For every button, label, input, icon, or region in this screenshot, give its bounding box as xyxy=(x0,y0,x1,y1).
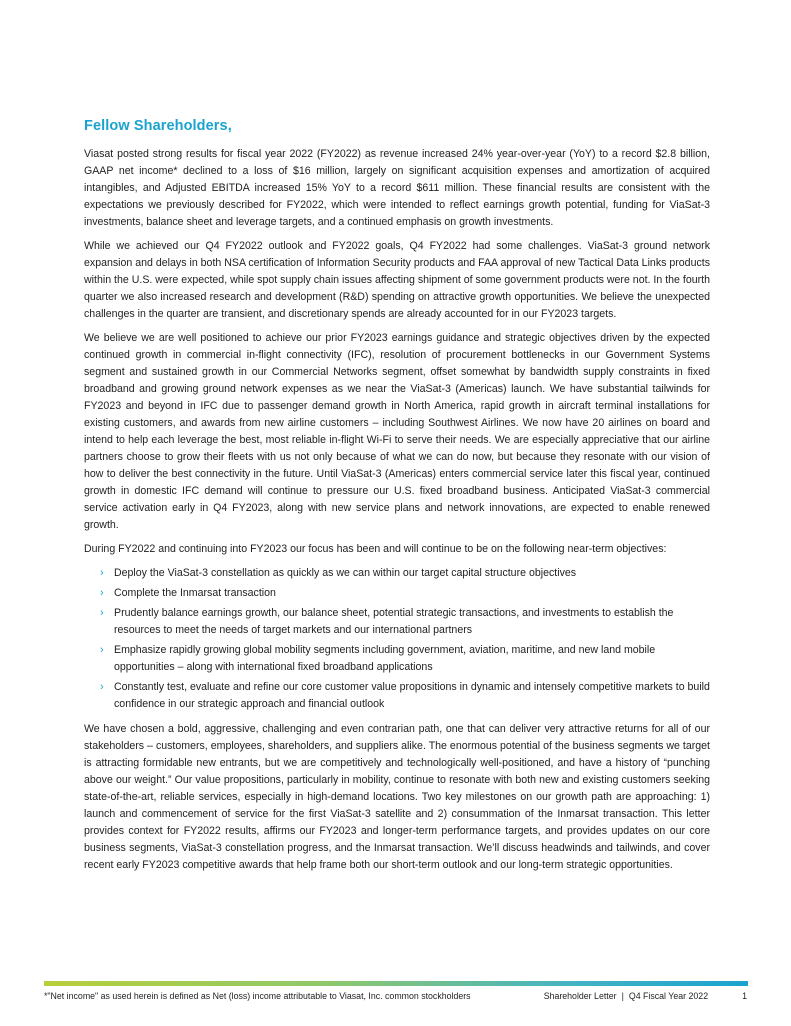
list-item-text: Prudently balance earnings growth, our balance sheet, potential strategic transactions, and investments to establish the resources to meet the needs of target markets and our international partners xyxy=(114,607,674,636)
list-item xyxy=(100,605,710,639)
footer-separator: | xyxy=(621,991,624,1001)
footer-gradient-bar xyxy=(44,981,748,986)
list-item-text: Constantly test, evaluate and refine our core customer value propositions in dynamic and intensely competitive markets to build confidence in our strategic approach and financial outlook xyxy=(114,681,710,710)
list-item xyxy=(100,679,710,713)
list-item xyxy=(100,565,710,582)
page-footer xyxy=(544,991,747,1001)
list-item-text: Deploy the ViaSat-3 constellation as quickly as we can within our target capital structure objectives xyxy=(114,567,577,579)
paragraph-closing: We have chosen a bold, aggressive, challenging and even contrarian path, one that can deliver very attractive returns for all of our stakeholders – customers, employees, shareholders, and suppliers alike. The enormous potential of the business segments we target is attracting formidable new entrants, but we are competitively and technologically well-positioned, and have a history of “punching above our weight.” Our value propositions, particularly in mobility, continue to resonate with both new and existing customers seeking state-of-the-art, reliable services, especially in high-demand locations. Two key milestones on our growth path are approaching: 1) launch and commencement of service for the first ViaSat-3 satellite and 2) consummation of the Inmarsat transaction. This letter provides context for FY2022 results, affirms our FY2023 and longer-term performance targets, and provides updates on our core business segments, ViaSat-3 constellation progress, and the Inmarsat transaction. We’ll discuss headwinds and tailwinds, and cover recent early FY2023 competitive awards that help frame both our short-term outlook and our long-term strategic opportunities. xyxy=(84,723,710,871)
page-title: Fellow Shareholders, xyxy=(84,118,232,134)
doc-title: Shareholder Letter xyxy=(543,991,617,1001)
paragraph-positioning: We believe we are well positioned to achieve our prior FY2023 earnings guidance and strategic objectives driven by the expected continued growth in commercial in-flight connectivity (IFC), resolution of procurement bottlenecks in our Government Systems segment and sustained growth in our Commercial Networks segment, offset somewhat by bandwidth supply constraints in fixed broadband and growing ground network expenses as we near the ViaSat-3 (Americas) launch. We have substantial tailwinds for FY2023 and beyond in IFC due to passenger demand growth in North America, rapid growth in aircraft terminal installations for existing customers, and awards from new airline customers – including Southwest Airlines. We now have 20 airlines on board and intend to help each leverage the best, most reliable in-flight Wi-Fi to serve their needs. We are especially appreciative that our airline partners choose to grow their fleets with us not only because of what we can do now, but because they resonate with our vision of how to deliver the best connectivity in the future. Until ViaSat-3 (Americas) enters commercial service later this fiscal year, continued growth in domestic IFC demand will continue to pressure our U.S. fixed broadband business. Anticipated ViaSat-3 commercial service activation early in Q4 FY2023, along with new service plans and network innovations, are expected to enable renewed growth. xyxy=(84,332,710,531)
letter-body xyxy=(84,118,710,881)
fiscal-period: Q4 Fiscal Year 2022 xyxy=(628,991,709,1001)
paragraph-challenges: While we achieved our Q4 FY2022 outlook and FY2022 goals, Q4 FY2022 had some challenges. ViaSat-3 ground network expansion and delays in both NSA certification of Information Security products and FAA approval of new Tactical Data Links products within the U.S. were expected, while spot supply chain issues affecting shipment of some government products were not. In the fourth quarter we also increased research and development (R&D) spending on attractive growth opportunities. We believe the unexpected challenges in the quarter are transient, and discretionary spends are already accounted for in our FY2023 targets. xyxy=(84,240,710,320)
chevron-right-icon: › xyxy=(100,607,104,619)
list-item-text: Emphasize rapidly growing global mobility segments including government, aviation, maritime, and new land mobile opportunities – along with international fixed broadband applications xyxy=(114,644,656,673)
list-item xyxy=(100,642,710,676)
paragraph-objectives-intro: During FY2022 and continuing into FY2023 our focus has been and will continue to be on the following near-term objectives: xyxy=(84,543,667,555)
page-number: 1 xyxy=(742,991,747,1001)
chevron-right-icon: › xyxy=(100,681,104,693)
list-item xyxy=(100,585,710,602)
chevron-right-icon: › xyxy=(100,644,104,656)
paragraph-results: Viasat posted strong results for fiscal year 2022 (FY2022) as revenue increased 24% year-over-year (YoY) to a record $2.8 billion, GAAP net income* declined to a loss of $16 million, largely on significant acquisition expenses and amortization of acquired intangibles, and Adjusted EBITDA increased 15% YoY to a record $611 million. These financial results are consistent with the expectations we previously described for FY2022, which were intended to reflect earnings growth potential, funding for ViaSat-3 investments, balance sheet and leverage targets, and a continued emphasis on growth investments. xyxy=(84,148,710,228)
objectives-list xyxy=(84,565,710,713)
footnote: *"Net income" as used herein is defined as Net (loss) income attributable to Viasat, Inc. common stockholders xyxy=(44,991,471,1001)
list-item-text: Complete the Inmarsat transaction xyxy=(114,587,276,599)
chevron-right-icon: › xyxy=(100,587,104,599)
chevron-right-icon: › xyxy=(100,567,104,579)
